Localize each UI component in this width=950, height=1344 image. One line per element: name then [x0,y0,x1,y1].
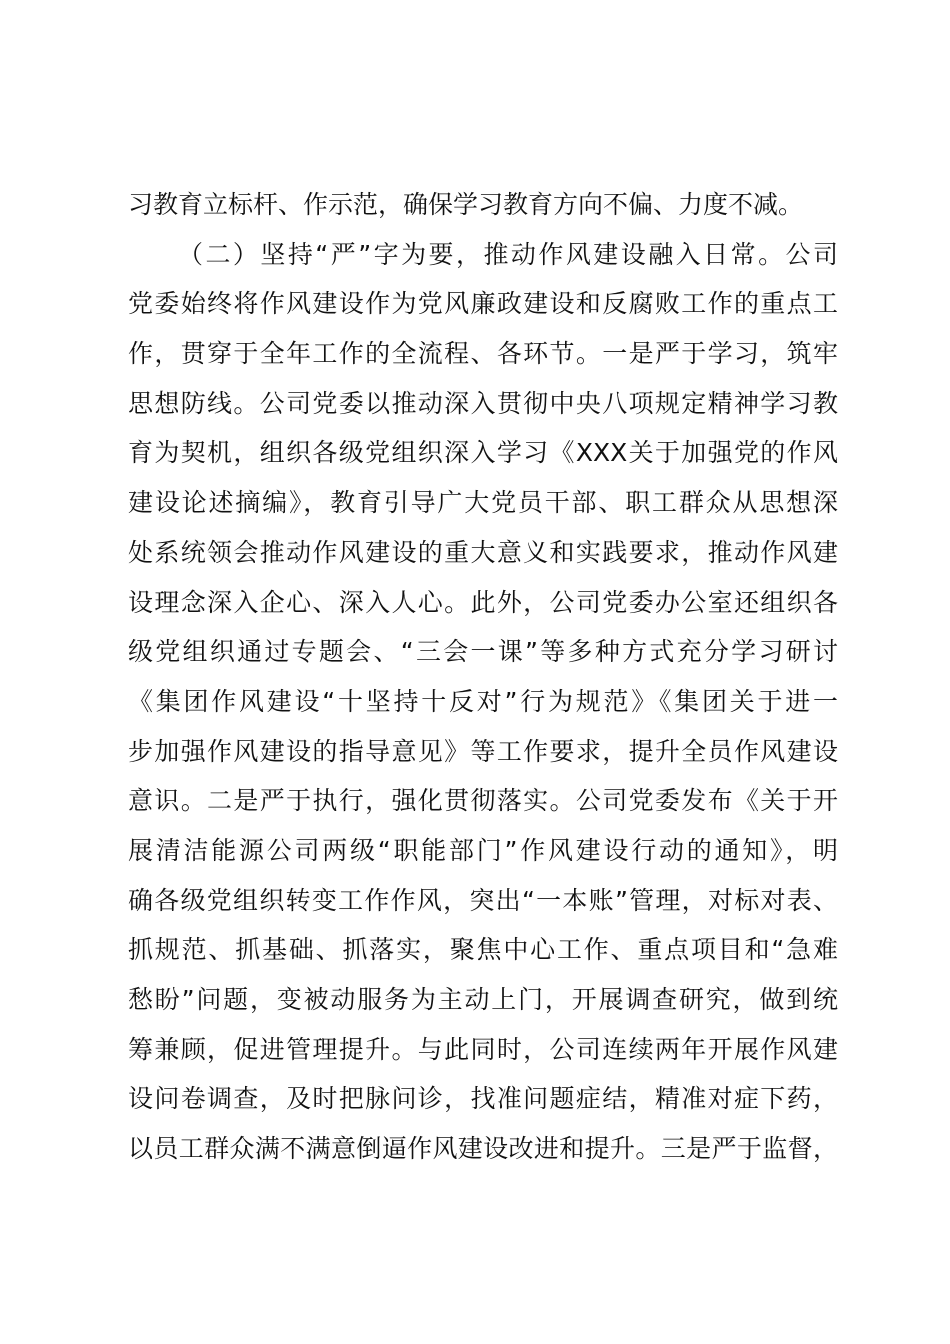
paragraph-line: 步加强作风建设的指导意见》等工作要求，提升全员作风建设 [128,736,838,766]
paragraph-line: 设问卷调查，及时把脉问诊，找准问题症结，精准对症下药， [128,1084,838,1114]
paragraph-line: 以员工群众满不满意倒逼作风建设改进和提升。三是严于监督， [128,1134,838,1164]
paragraph-line: 作，贯穿于全年工作的全流程、各环节。一是严于学习，筑牢 [128,339,838,369]
paragraph-line: 级党组织通过专题会、“三会一课”等多种方式充分学习研讨 [128,637,838,667]
paragraph-line: 筹兼顾，促进管理提升。与此同时，公司连续两年开展作风建 [128,1034,838,1064]
paragraph-line: 处系统领会推动作风建设的重大意义和实践要求，推动作风建 [128,537,838,567]
paragraph-line: 意识。二是严于执行，强化贯彻落实。公司党委发布《关于开 [128,786,838,816]
paragraph-line: 育为契机，组织各级党组织深入学习《XXX关于加强党的作风 [128,438,838,468]
paragraph-line: 展清洁能源公司两级“职能部门”作风建设行动的通知》，明 [128,835,838,865]
paragraph-line: 愁盼”问题，变被动服务为主动上门，开展调查研究，做到统 [128,985,838,1014]
paragraph-line: 设理念深入企心、深入人心。此外，公司党委办公室还组织各 [128,587,838,617]
paragraph-line: 思想防线。公司党委以推动深入贯彻中央八项规定精神学习教 [128,388,838,418]
body-text [128,180,838,1174]
paragraph-line: 确各级党组织转变工作作风，突出“一本账”管理，对标对表、 [128,885,838,915]
paragraph-line: 习教育立标杆、作示范，确保学习教育方向不偏、力度不减。 [128,190,804,219]
paragraph-line: 抓规范、抓基础、抓落实，聚焦中心工作、重点项目和“急难 [128,935,838,965]
paragraph-line: 党委始终将作风建设作为党风廉政建设和反腐败工作的重点工 [128,289,838,319]
section-heading-line: （二）坚持“严”字为要，推动作风建设融入日常。公司 [178,239,838,269]
paragraph-line: 《集团作风建设“十坚持十反对”行为规范》《集团关于进一 [128,686,838,716]
paragraph-line: 建设论述摘编》，教育引导广大党员干部、职工群众从思想深 [128,488,838,518]
